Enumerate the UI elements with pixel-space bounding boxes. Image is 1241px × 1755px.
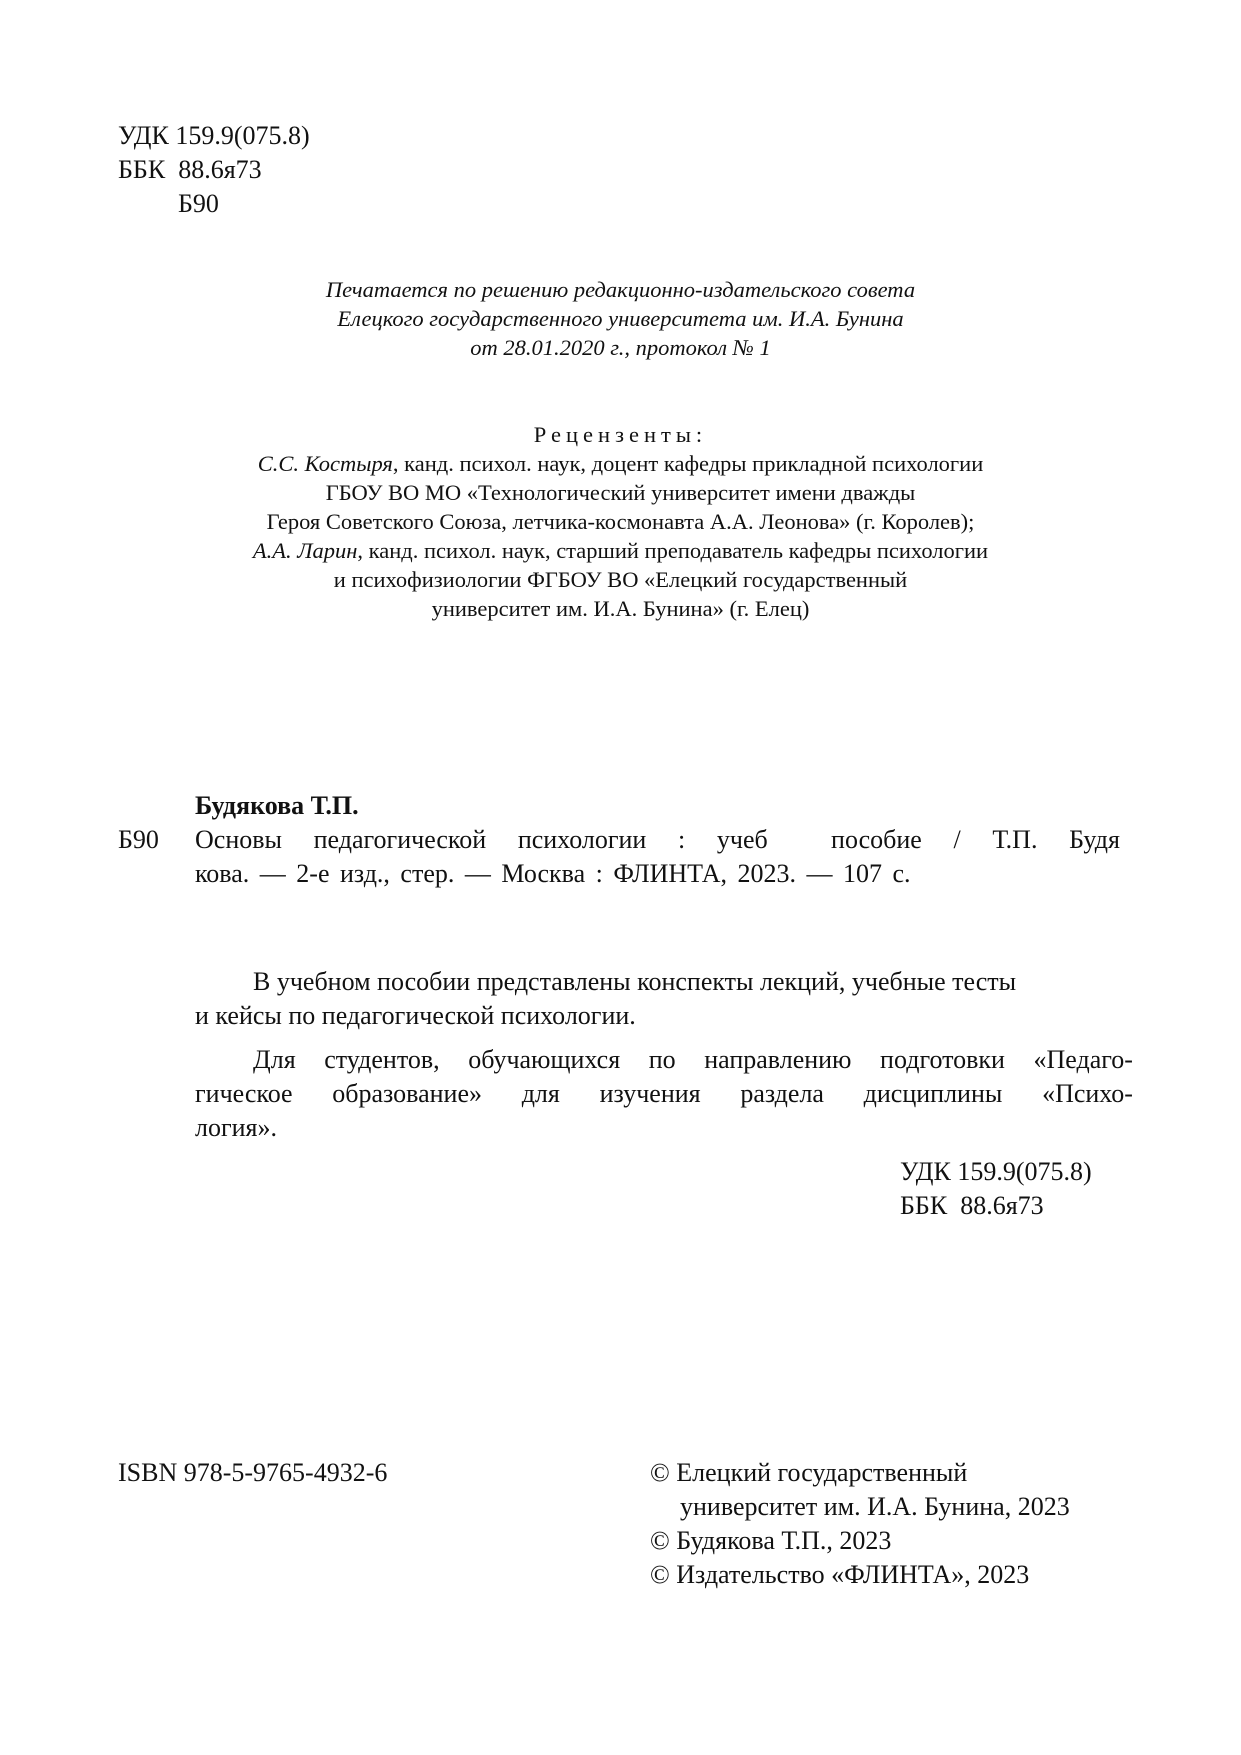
annot-word: «Педаго- <box>1033 1045 1133 1074</box>
annot-word: подготовки <box>880 1045 1005 1074</box>
bib-word: / <box>953 825 961 854</box>
reviewer-2-line-1 <box>0 537 1241 566</box>
udk-code: УДК 159.9(075.8) <box>118 121 310 150</box>
bib-word: пособие <box>831 825 922 854</box>
annot-word: дисциплины <box>863 1079 1003 1108</box>
annotation-p1-line-1: В учебном пособии представлены конспекты лекций, учебные тесты <box>253 967 1017 996</box>
bib-word: педагогической <box>313 825 487 854</box>
author-heading: Будякова Т.П. <box>195 791 359 820</box>
copyright-author: © Будякова Т.П., 2023 <box>650 1526 892 1555</box>
bib-word: учеб <box>716 825 768 854</box>
annot-word: Для <box>253 1045 296 1074</box>
reviewers-block <box>0 421 1241 624</box>
bbk-code-bottom: ББК 88.6я73 <box>900 1191 1044 1220</box>
classification-bottom <box>900 1156 1092 1224</box>
bibliographic-line-1 <box>195 824 1120 856</box>
decision-line-2: Елецкого государственного университета им. И.А. Бунина <box>337 306 904 331</box>
annot-word: «Психо- <box>1042 1079 1133 1108</box>
decision-line-1: Печатается по решению редакционно-издательского совета <box>325 277 916 302</box>
reviewer-1-line-3: Героя Советского Союза, летчика-космонавта А.А. Леонова» (г. Королев); <box>266 509 975 534</box>
annot-word: направлению <box>704 1045 852 1074</box>
annotation-p1-line-2: и кейсы по педагогической психологии. <box>195 1001 636 1030</box>
annot-word: гическое <box>195 1079 293 1108</box>
annot-word: обучающихся <box>468 1045 621 1074</box>
annot-word: для <box>521 1079 560 1108</box>
bibliographic-author-mark: Б90 <box>118 825 159 854</box>
reviewer-1-line-1 <box>0 450 1241 479</box>
bib-word: : <box>677 825 686 854</box>
bib-word: Основы <box>195 825 282 854</box>
reviewer-1-name: С.С. Костыря <box>257 451 393 476</box>
copyright-publisher: © Издательство «ФЛИНТА», 2023 <box>650 1560 1030 1589</box>
annotation-p2-line-3: логия». <box>195 1113 278 1142</box>
annot-word: студентов, <box>324 1045 440 1074</box>
copyright-block <box>650 1457 1070 1593</box>
author-mark: Б90 <box>178 189 219 218</box>
bbk-code: ББК 88.6я73 <box>118 155 262 184</box>
bib-word: психологии <box>517 825 647 854</box>
copyright-university-cont: университет им. И.А. Бунина, 2023 <box>680 1492 1070 1521</box>
reviewers-heading: Рецензенты: <box>533 422 708 447</box>
isbn: ISBN 978-5-9765-4932-6 <box>118 1458 388 1487</box>
decision-line-3: от 28.01.2020 г., протокол № 1 <box>470 335 771 360</box>
reviewer-2-line-2: и психофизиологии ФГБОУ ВО «Елецкий государственный <box>333 567 908 592</box>
classification-top <box>118 120 310 222</box>
reviewer-1-credentials: , канд. психол. наук, доцент кафедры прикладной психологии <box>392 451 984 476</box>
annot-word: по <box>648 1045 676 1074</box>
copyright-university: © Елецкий государственный <box>650 1458 968 1487</box>
annotation-p2-line-1 <box>253 1044 1133 1076</box>
annot-word: раздела <box>740 1079 824 1108</box>
annot-word: изучения <box>599 1079 701 1108</box>
bibliographic-line-2: кова. — 2-е изд., стер. — Москва : ФЛИНТА, 2023. — 107 с. <box>195 859 911 888</box>
reviewer-1-line-2: ГБОУ ВО МО «Технологический университет имени дважды <box>325 480 916 505</box>
reviewer-2-name: А.А. Ларин <box>252 538 358 563</box>
reviewer-2-line-3: университет им. И.А. Бунина» (г. Елец) <box>431 596 810 621</box>
annotation-p2-line-2 <box>195 1078 1133 1110</box>
bib-word: Будя <box>1069 825 1120 854</box>
udk-code-bottom: УДК 159.9(075.8) <box>900 1157 1092 1186</box>
reviewer-2-credentials: , канд. психол. наук, старший преподаватель кафедры психологии <box>357 538 989 563</box>
annot-word: образование» <box>332 1079 482 1108</box>
publication-decision <box>0 276 1241 363</box>
bib-word: Т.П. <box>992 825 1038 854</box>
